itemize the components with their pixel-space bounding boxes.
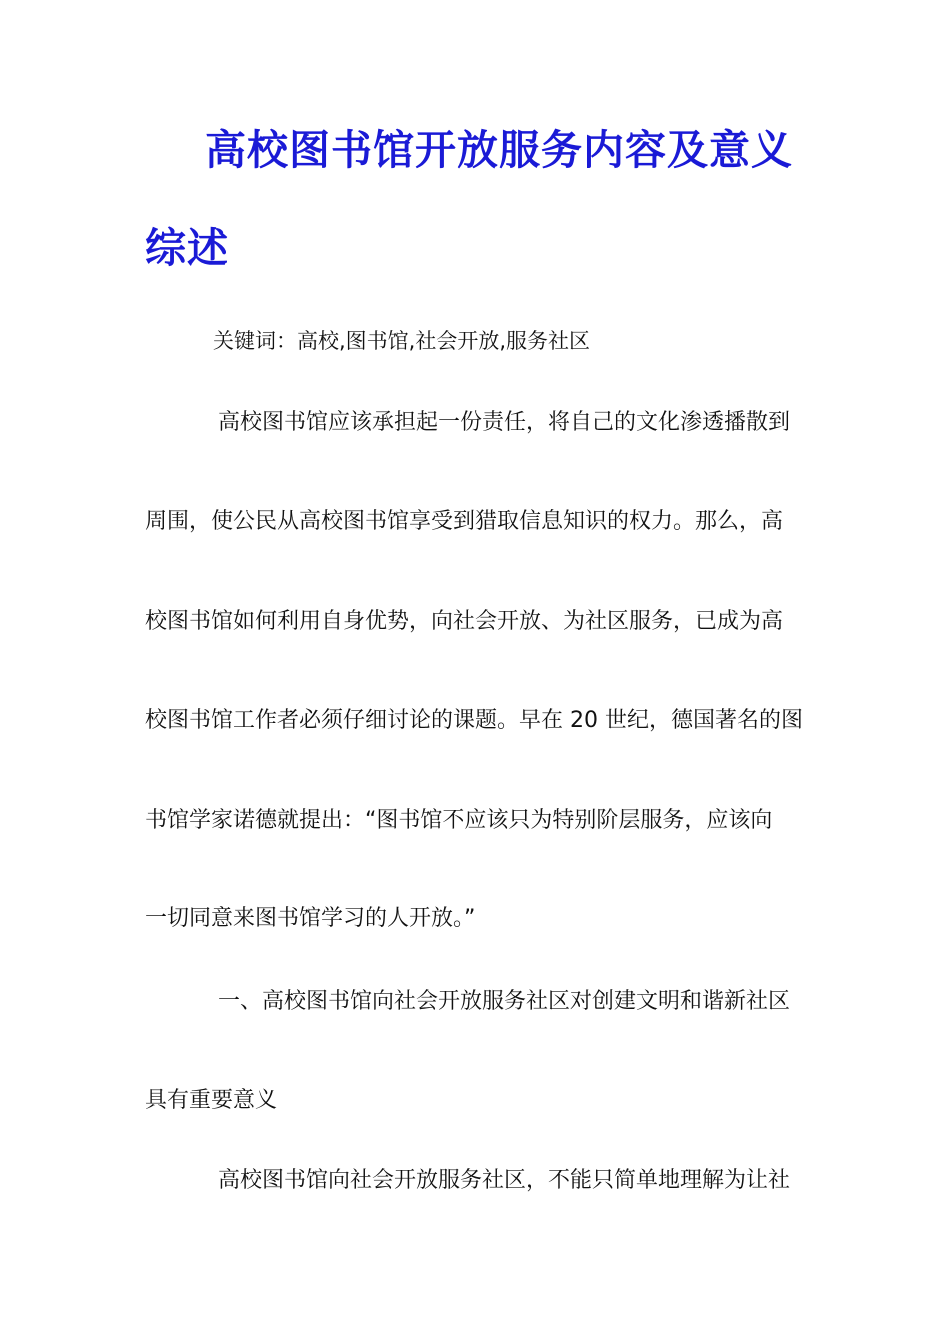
paragraph-1-line-6: 一切同意来图书馆学习的人开放。” [145, 906, 476, 931]
document-title-line-1: 高校图书馆开放服务内容及意义 [205, 126, 793, 174]
keywords-line: 关键词：高校,图书馆,社会开放,服务社区 [213, 329, 591, 353]
section-heading-line-2: 具有重要意义 [145, 1088, 278, 1113]
paragraph-1-line-1: 高校图书馆应该承担起一份责任，将自己的文化渗透播散到 [218, 410, 791, 435]
paragraph-1-line-3: 校图书馆如何利用自身优势，向社会开放、为社区服务，已成为高 [145, 609, 784, 634]
paragraph-1-line-2: 周围，使公民从高校图书馆享受到猎取信息知识的权力。那么，高 [145, 509, 784, 534]
document-title-line-2: 综述 [145, 224, 229, 272]
paragraph-1-line-4: 校图书馆工作者必须仔细讨论的课题。早在 20 世纪，德国著名的图 [145, 708, 803, 733]
section-heading-line-1: 一、高校图书馆向社会开放服务社区对创建文明和谐新社区 [218, 989, 791, 1014]
paragraph-1-line-5: 书馆学家诺德就提出：“图书馆不应该只为特别阶层服务，应该向 [145, 808, 773, 833]
paragraph-2-line-1: 高校图书馆向社会开放服务社区，不能只简单地理解为让社 [218, 1168, 791, 1193]
